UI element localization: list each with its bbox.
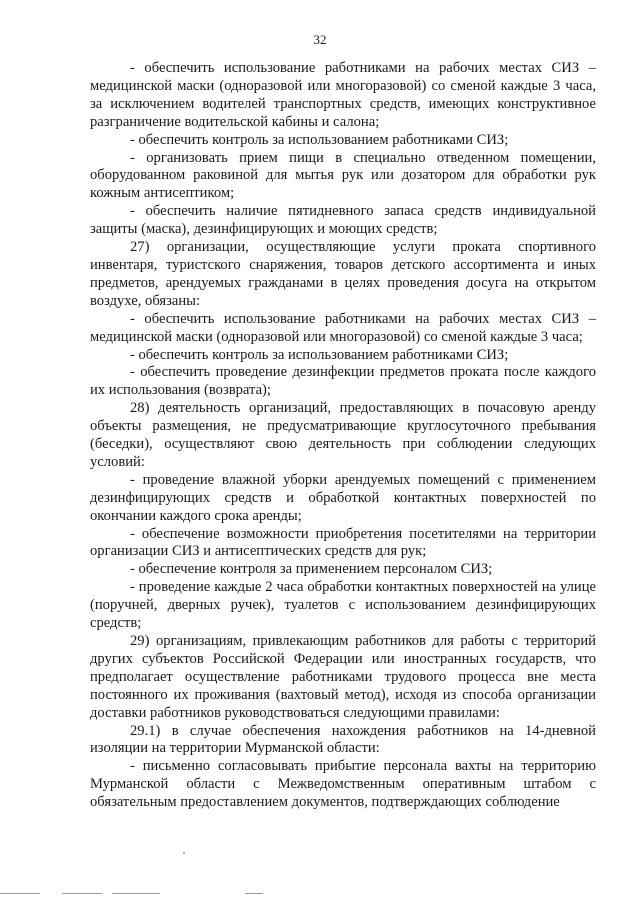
scan-artifact-line <box>112 893 160 894</box>
paragraph: - обеспечение контроля за применением персоналом СИЗ; <box>130 561 493 578</box>
document-body <box>90 60 596 812</box>
paragraph: - обеспечить использование работниками на рабочих местах СИЗ – медицинской маски (одноразовой или многоразовой) со сменой каждые 3 часа, за исключением водителей транспортных средств, имеющих конструктивное разграничение водительской кабины и салона; <box>90 60 596 130</box>
paragraph: - обеспечение возможности приобретения посетителями на территории организации СИЗ и антисептических средств для рук; <box>90 525 596 560</box>
paragraph: - обеспечить использование работниками на рабочих местах СИЗ – медицинской маски (одноразовой или многоразовой) со сменой каждые 3 часа; <box>90 310 596 345</box>
paragraph: - организовать прием пищи в специально отведенном помещении, оборудованном раковиной для мытья рук или дозатором для обработки рук кожным антисептиком; <box>90 149 596 202</box>
scan-artifact-line <box>62 893 102 894</box>
paragraph: - проведение каждые 2 часа обработки контактных поверхностей на улице (поручней, дверных ручек), туалетов с использованием дезинфицирующих средств; <box>90 579 596 632</box>
paragraph: - обеспечить контроль за использованием работниками СИЗ; <box>130 131 509 148</box>
paragraph: - обеспечить проведение дезинфекции предметов проката после каждого их использования (возврата); <box>90 364 596 399</box>
paragraph: 29) организациям, привлекающим работников для работы с территорий других субъектов Российской Федерации или иностранных государств, что предполагает осуществление работниками трудового процесса вне места постоянного их проживания (вахтовый метод), исходя из способа организации доставки работников руководствоваться следующими правилами: <box>90 633 596 721</box>
paragraph: - письменно согласовывать прибытие персонала вахты на территорию Мурманской области с Межведомственным оперативным штабом с обязательным предоставлением документов, подтверждающих соблюдение <box>90 758 596 811</box>
paragraph: 28) деятельность организаций, предоставляющих в почасовую аренду объекты размещения, не предусматривающие круглосуточного пребывания (беседки), осуществляют свою деятельность при соблюдении следующих условий: <box>90 400 596 470</box>
scan-artifact-dot <box>183 852 185 854</box>
scan-artifact-line <box>0 893 40 894</box>
paragraph: - обеспечить контроль за использованием работниками СИЗ; <box>130 346 509 363</box>
paragraph: - проведение влажной уборки арендуемых помещений с применением дезинфицирующих средств и обработкой контактных поверхностей по окончании каждого срока аренды; <box>90 471 596 524</box>
paragraph: - обеспечить наличие пятидневного запаса средств индивидуальной защиты (маска), дезинфицирующих и моющих средств; <box>90 203 596 238</box>
scan-artifact-line <box>245 893 263 894</box>
paragraph: 29.1) в случае обеспечения нахождения работников на 14-дневной изоляции на территории Мурманской области: <box>90 722 596 757</box>
paragraph: 27) организации, осуществляющие услуги проката спортивного инвентаря, туристского снаряжения, товаров детского ассортимента и иных предметов, арендуемых гражданами в целях проведения досуга на открытом воздухе, обязаны: <box>90 239 596 309</box>
page-number: 32 <box>313 32 327 47</box>
